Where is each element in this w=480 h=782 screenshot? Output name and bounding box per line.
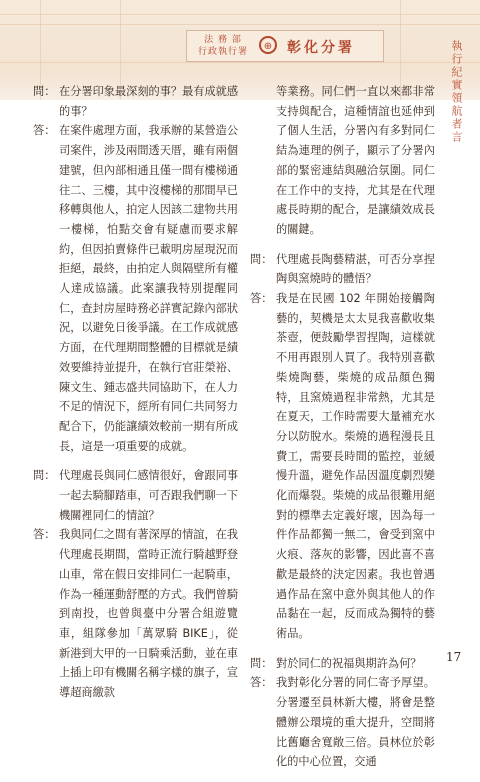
qa-block [250,654,435,772]
answer-label: 答： [250,292,273,306]
question-label: 問： [33,469,56,483]
answer-text-continued: 等業務。同仁們一直以來都非常支持與配合，這種情誼也延伸到了個人生活，分署內有多對同仁結為連理的例子，顯示了分署內部的緊密連結與融洽氛圍。同仁在工作中的支持，尤其是在代理處長時期的配合，是讓績效成長的關鍵。 [276,85,435,236]
right-column [250,82,435,782]
question-text: 代理處長與同仁感情很好，會跟同事一起去騎腳踏車，可否跟我們聊一下機關裡同仁的情誼？ [59,469,239,522]
answer-text: 我與同仁之間有著深厚的情誼，在我代理處長期間，當時正流行騎越野登山車，常在假日安排同仁一起騎車，作為一種運動舒壓的方式。我們曾騎到南投，也曾與臺中分署合組遊覽車，組隊參加「萬眾騎 BIKE」，從新港到大甲的一日騎乘活動，並在車上插上印有機關名稱字樣的旗子，宣導超商繳款 [59,528,239,700]
qa-block [250,82,435,240]
side-title-col-2: 領航者言 [450,92,463,144]
agency-sign-left-text: 法 務 部 行政執行署 [197,35,248,57]
side-title-col-1: 執行紀實 [450,40,463,92]
agency-emblem-icon: ⊕ [259,36,277,54]
left-column [33,82,238,713]
answer-text: 我對彰化分署的同仁寄予厚望。分署遷至員林新大樓，將會是整體辦公環境的重大提升，空間將比舊廳舍寬敞三倍。員林位於彰化的中心位置，交通 [276,676,435,769]
answer-label: 答： [33,124,56,138]
qa-block [250,250,435,644]
question-text: 在分署印象最深刻的事？最有成就感的事？ [59,85,239,118]
question-label: 問： [33,85,56,98]
question-label: 問： [250,252,273,266]
answer-text: 在案件處理方面，我承辦的某營造公司案件，涉及兩間透天厝，雖有兩個建號，但內部相通且僅一間有樓梯通往二、三樓，其中沒樓梯的那間早已移轉與他人，拍定人因該二建物共用一樓梯，怕點交會有疑慮而要求解約，但因拍賣條件已載明房屋現況而拒絕，最終，由拍定人與隔壁所有權人達成協議。此案讓我特別提醒同仁，查封房屋時務必詳實記錄內部狀況，以避免日後爭議。在工作成就感方面，在代理期間整體的目標就是績效要維持並提升，在執行官莊榮裕、陳文生、鍾志盛共同協助下，在人力不足的情況下，經所有同仁共同努力配合下，仍能讓績效較前一期有所成長，這是一項重要的成就。 [59,124,239,453]
side-title [443,40,473,144]
question-text: 代理處長陶藝精湛，可否分享捏陶與窯燒時的體悟？ [276,252,435,286]
page-number: 17 [446,650,462,664]
agency-sign-right-text: 彰化分署 [287,40,355,56]
qa-block [33,466,238,702]
answer-label: 答： [33,528,56,542]
answer-text: 我是在民國 102 年開始接觸陶藝的，契機是太太見我喜歡收集茶壺，便鼓勵學習捏陶，這樣就不用再跟別人買了。我特別喜歡柴燒陶藝，柴燒的成品顏色獨特，且窯燒過程非常熱，尤其是在夏天，工作時需要大量補充水分以防脫水。柴燒的過程漫長且費工，需要長時間的監控，並緩慢升溫，避免作品因溫度劇烈變化而爆裂。柴燒的成品很難用絕對的標準去定義好壞，因為每一件作品都獨一無二，會受到窯中火痕、落灰的影響，因此喜不喜歡是最終的決定因素。我也曾遇過作品在窯中意外與其他人的作品黏在一起，反而成為獨特的藝術品。 [276,292,435,640]
agency-sign [186,30,384,62]
answer-label: 答： [250,676,273,690]
question-text: 對於同仁的祝福與期許為何？ [276,656,422,670]
question-label: 問： [250,656,273,670]
qa-block [33,82,238,456]
